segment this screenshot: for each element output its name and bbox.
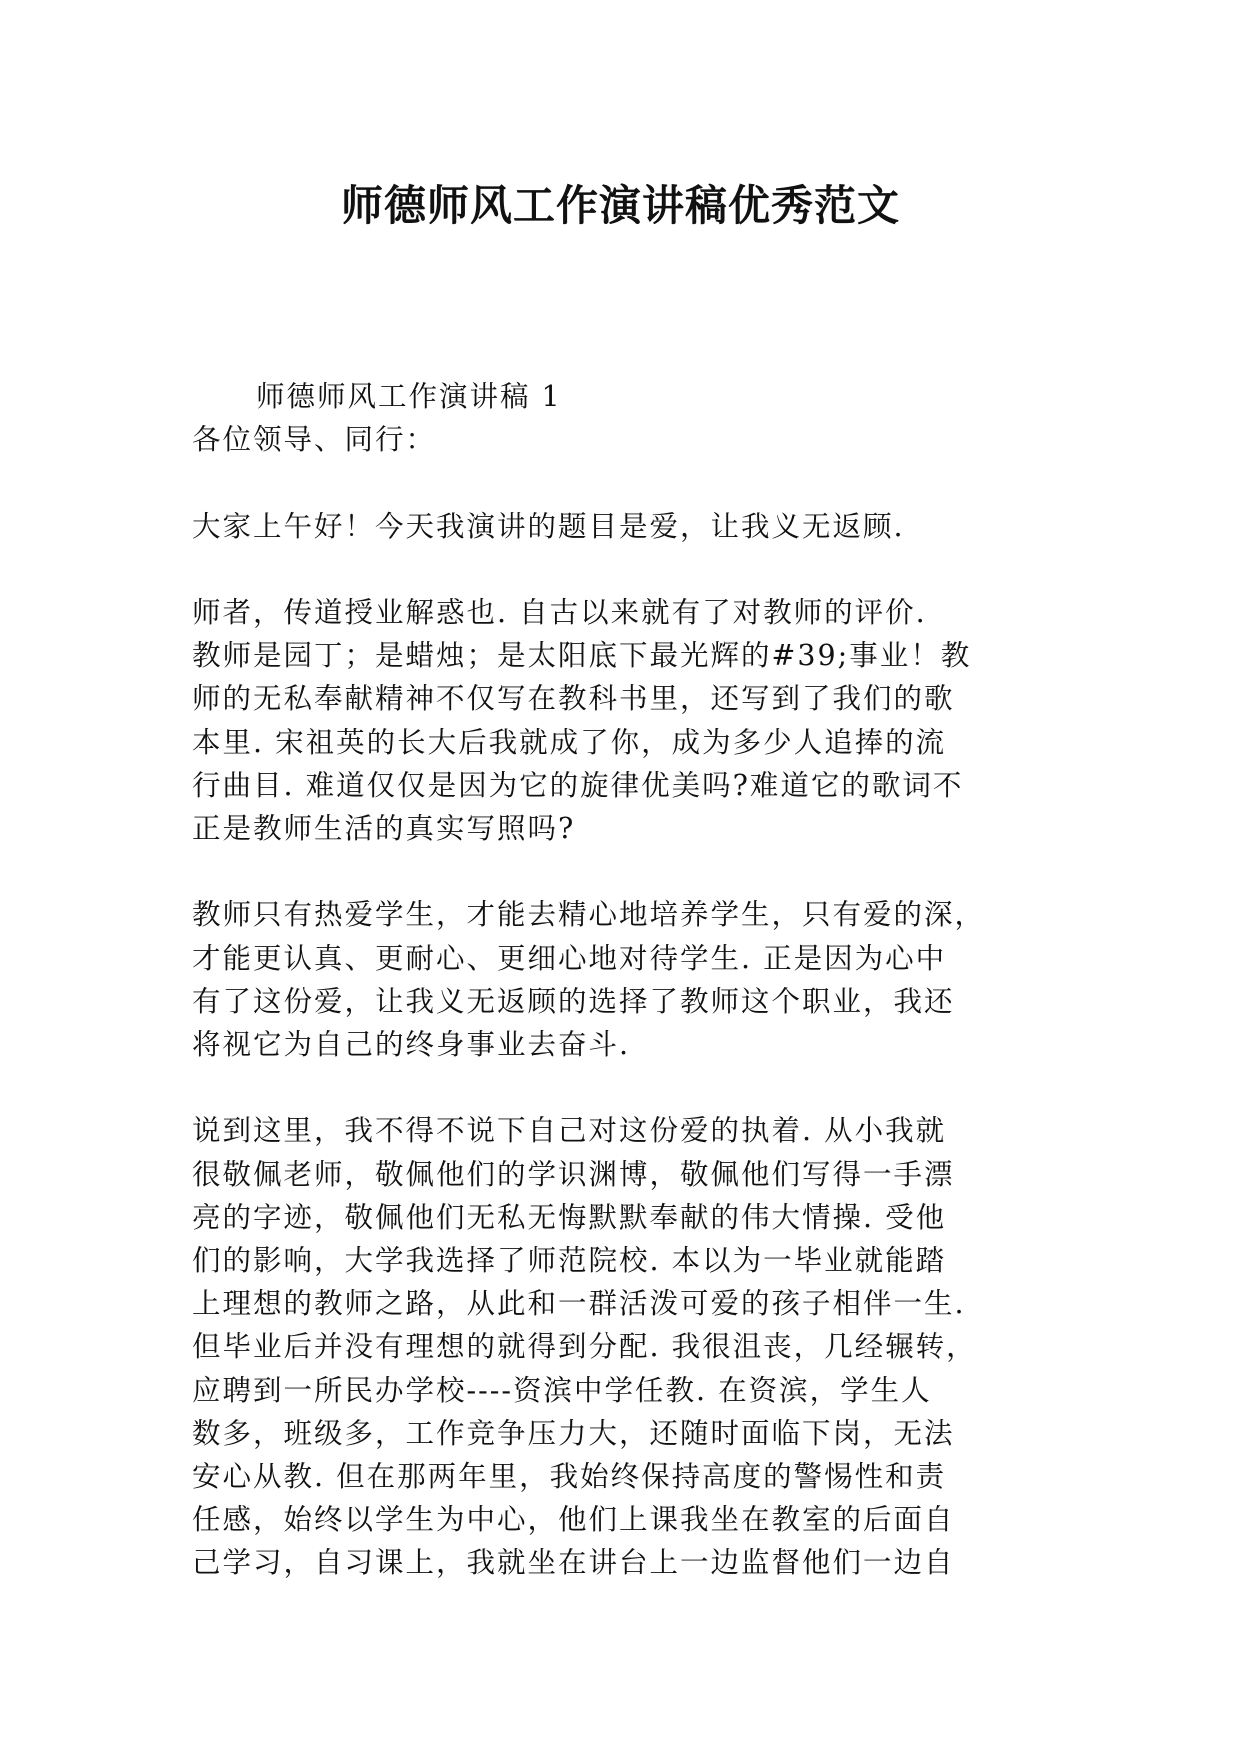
paragraph-line: 正是教师生活的真实写照吗? — [192, 812, 576, 845]
paragraph-line: 但毕业后并没有理想的就得到分配. 我很沮丧，几经辗转， — [192, 1330, 977, 1364]
section-heading: 师德师风工作演讲稿 1 — [256, 380, 562, 413]
paragraph-line: 教师是园丁；是蜡烛；是太阳底下最光辉的#39;事业！教 — [192, 639, 972, 673]
paragraph-line: 说到这里，我不得不说下自己对这份爱的执着. 从小我就 — [192, 1114, 947, 1148]
paragraph-line: 数多，班级多，工作竞争压力大，还随时面临下岗，无法 — [192, 1416, 955, 1450]
paragraph-line: 己学习，自习课上，我就坐在讲台上一边监督他们一边自 — [192, 1546, 955, 1580]
paragraph-line: 有了这份爱，让我义无返顾的选择了教师这个职业，我还 — [192, 984, 955, 1018]
paragraph-line: 们的影响，大学我选择了师范院校. 本以为一毕业就能踏 — [192, 1244, 947, 1277]
paragraph-line: 安心从教. 但在那两年里，我始终保持高度的警惕性和责 — [192, 1460, 947, 1494]
paragraph-line: 师的无私奉献精神不仅写在教科书里，还写到了我们的歌 — [192, 682, 955, 716]
salutation: 各位领导、同行： — [192, 423, 437, 457]
paragraph-gap — [192, 1066, 1052, 1109]
paragraph-line: 任感，始终以学生为中心，他们上课我坐在教室的后面自 — [192, 1503, 955, 1537]
document-title: 师德师风工作演讲稿优秀范文 — [340, 181, 900, 230]
paragraph-gap — [192, 548, 1052, 591]
paragraph-line: 亮的字迹，敬佩他们无私无悔默默奉献的伟大情操. 受他 — [192, 1200, 947, 1234]
paragraph-line: 大家上午好！今天我演讲的题目是爱，让我义无返顾. — [192, 509, 905, 543]
paragraph-line: 将视它为自己的终身事业去奋斗. — [192, 1028, 631, 1061]
paragraph-gap — [192, 850, 1052, 893]
document-body — [192, 375, 1052, 1585]
paragraph-line: 师者，传道授业解惑也. 自古以来就有了对教师的评价. — [192, 595, 927, 629]
paragraph-line: 上理想的教师之路，从此和一群活泼可爱的孩子相伴一生. — [192, 1287, 966, 1321]
paragraph-line: 本里. 宋祖英的长大后我就成了你，成为多少人追捧的流 — [192, 725, 947, 759]
paragraph-line: 才能更认真、更耐心、更细心地对待学生. 正是因为心中 — [192, 941, 947, 975]
paragraph-line: 很敬佩老师，敬佩他们的学识渊博，敬佩他们写得一手漂 — [192, 1157, 955, 1191]
paragraph-line: 行曲目. 难道仅仅是因为它的旋律优美吗?难道它的歌词不 — [192, 768, 964, 802]
paragraph-line: 应聘到一所民办学校----资滨中学任教. 在资滨，学生人 — [192, 1373, 932, 1407]
paragraph-gap — [192, 461, 1052, 504]
paragraph-line: 教师只有热爱学生，才能去精心地培养学生，只有爱的深， — [192, 898, 986, 932]
